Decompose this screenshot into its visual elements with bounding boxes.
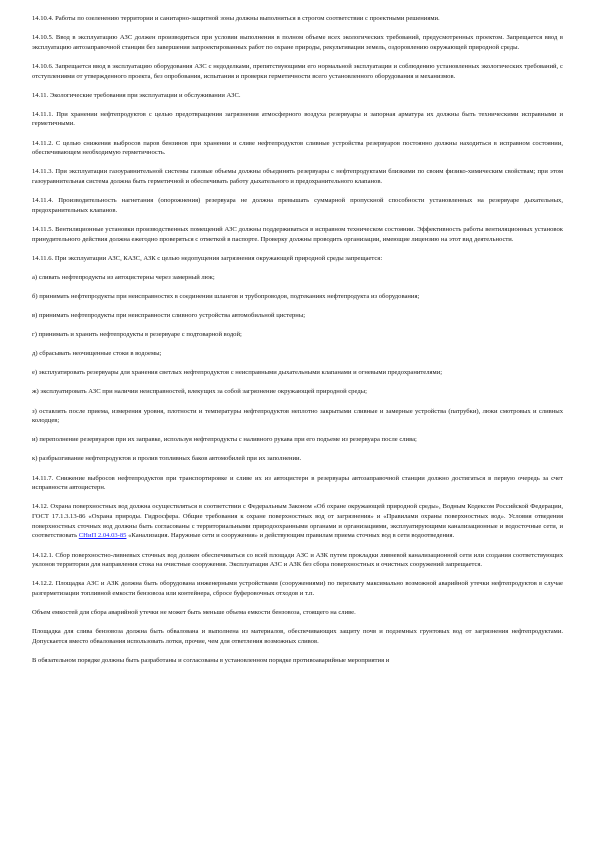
paragraph: Объем емкостей для сбора аварийной утечки не может быть меньше объема емкости бензовоза, стоящего на сливе. xyxy=(32,609,356,617)
paragraph: 14.12.1. Сбор поверхностно-ливневых сточных вод должен обеспечиваться со всей площади АЗС и АЗК путем прокладки ливневой канализационной сети или создания соответствующих уклонов территории для направления стока на очистные сооружения. Эксплуатация АЗС и АЗК без сбора поверхностных и очистных сооружений запрещается. xyxy=(32,551,563,569)
paragraph: 14.12.2. Площадка АЗС и АЗК должна быть оборудована инженерными устройствами (сооружениями) по перехвату максимально возможной аварийной утечки нефтепродуктов в случае разгерметизации топливной емкости бензовоза или контейнера, сбросе буферовочных отходов и т.п. xyxy=(32,580,563,597)
list-item: в) принимать нефтепродукты при неисправности сливного устройства автомобильной цистерны; xyxy=(32,312,306,320)
list-item: ж) эксплуатировать АЗС при наличии неисправностей, влекущих за собой загрязнение окружающей природной среды; xyxy=(32,388,367,396)
list-item: а) сливать нефтепродукты из автоцистерны через замерный люк; xyxy=(32,273,215,281)
paragraph-text: «Канализация. Наружные сети и сооружения» и действующим правилам приема сточных вод в сети водоотведения. xyxy=(126,532,455,540)
paragraph: 14.10.4. Работы по озеленению территории и санитарно-защитной зоны должны выполняться в строгом соответствии с проектными решениями. xyxy=(32,15,440,22)
paragraph: 14.11.4. Производительность нагнетания (опорожнения) резервуара не должна превышать суммарной пропускной способности установленных на резервуаре дыхательных, предохранительных клапанов. xyxy=(32,197,563,214)
paragraph: 14.11.5. Вентиляционные установки производственных помещений АЗС должны поддерживаться в исправном техническом состоянии. Эффективность работы вентиляционных установок принудительного действия должна ежегодно проверяться с отметкой в паспорте. Проверку должны проводить организации, имеющие лицензию на этот вид деятельности. xyxy=(32,225,563,243)
list-item: г) принимать и хранить нефтепродукты в резервуаре с подтоварной водой; xyxy=(32,331,242,339)
paragraph: 14.11.1. При хранении нефтепродуктов с целью предотвращения загрязнения атмосферного воздуха резервуары и запорная арматура их должны быть техническими исправными и герметичными. xyxy=(32,110,563,128)
paragraph: 14.11.3. При эксплуатации газоуравнительной системы газовые объемы должны объединять резервуары с нефтепродуктами близкими по своим физико-химическим свойствам; при этом газоуравнительная система должна быть герметичной и обеспечивать работу дыхательного и предохранительного клапанов. xyxy=(32,168,563,186)
list-item: е) эксплуатировать резервуары для хранения светлых нефтепродуктов с неисправными дыхательными клапанами и огневыми предохранителями; xyxy=(32,369,443,377)
list-item: д) сбрасывать неочищенные стоки в водоемы; xyxy=(32,350,162,358)
paragraph xyxy=(32,502,563,541)
section-heading: 14.11. Экологические требования при эксплуатации и обслуживании АЗС. xyxy=(32,91,241,99)
document-page xyxy=(32,14,563,675)
paragraph: 14.11.2. С целью снижения выбросов паров бензинов при хранении и сливе нефтепродуктов сливные устройства резервуаров постоянно должны находиться в исправном состоянии, обеспечивающем необходимую герметичность. xyxy=(32,139,563,157)
paragraph: 14.11.7. Снижение выбросов нефтепродуктов при транспортировке и сливе их из автоцистерн в резервуары автозаправочной станции должно достигаться в первую очередь за счет исправности автоцистерн. xyxy=(32,474,563,492)
paragraph: 14.10.5. Ввод в эксплуатацию АЗС должен производиться при условии выполнения в полном объеме всех экологических требований, предусмотренных проектом. Запрещается ввод в эксплуатацию автозаправочной станции без завершения запроектированных работ по охране природы, рекультивации земель, оздоровлению окружающей природной среды. xyxy=(32,34,563,51)
list-item: б) принимать нефтепродукты при неисправностях в соединении шлангов и трубопроводов, подтеканиях нефтепродукта из оборудования; xyxy=(32,292,420,300)
list-item: и) переполнение резервуаров при их заправке, используя нефтепродукты с наливного рукава при его подъеме из резервуара после слива; xyxy=(32,436,417,444)
paragraph: 14.11.6. При эксплуатации АЗС, КАЗС, АЗК с целью недопущения загрязнения окружающей природной среды запрещается: xyxy=(32,254,383,262)
paragraph: 14.10.6. Запрещается ввод в эксплуатацию оборудования АЗС с недоделками, препятствующими его нормальной эксплуатации и соблюдению установленных экологических требований, с отступлениями от утвержденного проекта, без опробования, испытания и проверки герметичности всего установленного оборудования и механизмов. xyxy=(32,62,563,80)
snip-link[interactable]: СНиП 2.04.03-85 xyxy=(78,532,127,540)
paragraph: В обязательном порядке должны быть разработаны и согласованы в установленном порядке противоаварийные мероприятия и xyxy=(32,656,390,664)
list-item: к) разбрызгивание нефтепродуктов и пролив топливных баков автомобилей при их заполнении. xyxy=(32,455,302,463)
paragraph-text: 14.12. Охрана поверхностных вод должна осуществляться в соответствии с Федеральным Законом «Об охране окружающей природной среды», Водным Кодексом Российской Федерации, ГОСТ 17.1.3.13-86 «Охрана природы. Гидросфера. Общие требования к охране поверхностных вод от загрязнения» и «Правилами охраны поверхностных вод». Условия отведения поверхностных сточных вод должны быть согласованы с территориальными природоохранными органами и организациями, эксплуатирующими канализационные и водосточные сети, и соответствовать xyxy=(32,503,563,540)
paragraph: Площадка для слива бензовоза должна быть обвалована и выполнена из материалов, обеспечивающих защиту почв и подземных грунтовых вод от загрязнения нефтепродуктами. Допускается вместо обвалования использовать лотки, прочие, чем для ответления возможных сливов. xyxy=(32,628,563,645)
list-item: з) оставлять после приема, измерения уровня, плотности и температуры нефтепродуктов неплотно закрытыми сливные и замерные устройства (патрубки), люки смотровых и сливных колодцев; xyxy=(32,407,563,425)
